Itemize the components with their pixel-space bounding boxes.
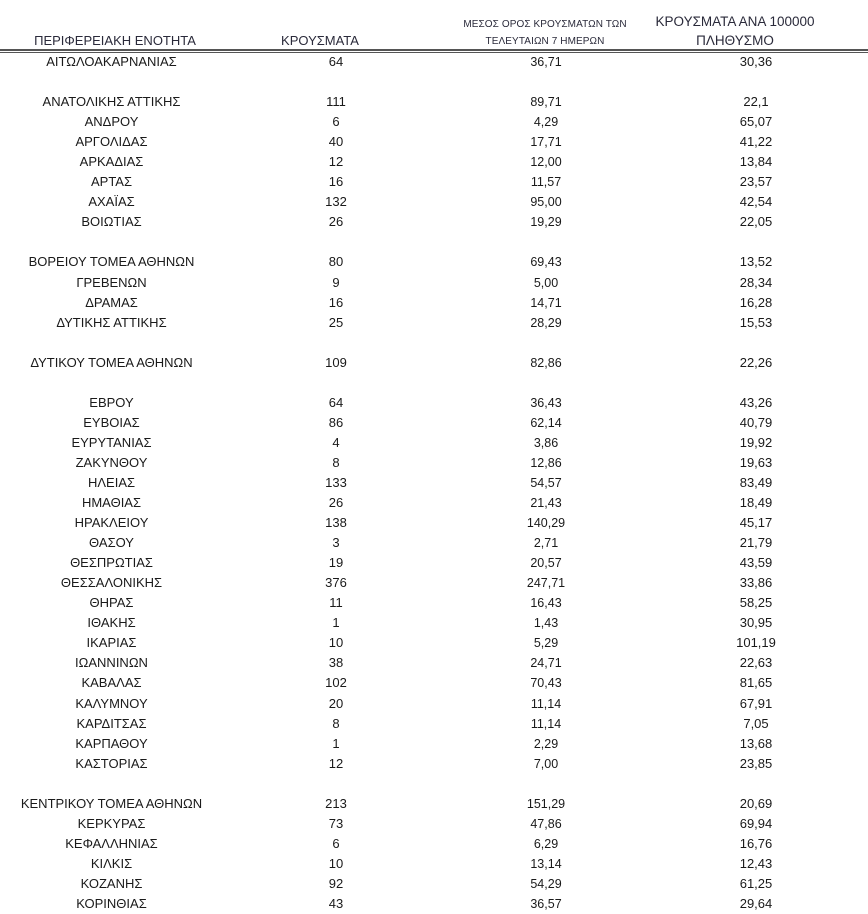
table-header <box>0 0 868 50</box>
table-row <box>0 513 868 533</box>
cases-per-100000-cell: 83,49 <box>739 474 773 490</box>
cases-per-100000-cell: 42,54 <box>739 194 773 210</box>
table-row-blank <box>0 373 868 393</box>
cases-per-100000-cell: 22,1 <box>743 94 769 110</box>
cases-cell: 4 <box>332 434 340 450</box>
region-name-cell: ΑΡΚΑΔΙΑΣ <box>79 154 144 170</box>
avg-7day-cell: 36,71 <box>530 55 562 69</box>
avg-7day-cell: 7,00 <box>533 756 559 771</box>
cases-cell: 64 <box>328 54 344 69</box>
cases-per-100000-cell: 28,34 <box>739 274 773 290</box>
cases-cell: 26 <box>328 214 344 230</box>
avg-7day-cell: 36,43 <box>530 395 562 410</box>
cases-cell: 10 <box>328 855 344 871</box>
cases-per-100000-cell: 45,17 <box>739 515 773 531</box>
region-name-cell: ΑΡΤΑΣ <box>90 174 133 190</box>
cases-cell: 26 <box>328 495 344 511</box>
table-row <box>0 132 868 152</box>
avg-7day-cell: 14,71 <box>530 295 562 310</box>
avg-7day-cell: 16,43 <box>530 596 562 611</box>
column-header-7day-average-line1: ΜΕΣΟΣ ΟΡΟΣ ΚΡΟΥΣΜΑΤΩΝ ΤΩΝ <box>463 19 627 30</box>
cases-per-100000-cell: 13,52 <box>739 254 773 270</box>
avg-7day-cell: 12,86 <box>530 455 562 470</box>
table-row <box>0 794 868 814</box>
avg-7day-cell: 20,57 <box>530 556 562 571</box>
cases-per-100000-cell: 23,85 <box>739 755 773 771</box>
region-name-cell: ΑΝΔΡΟΥ <box>84 114 139 130</box>
cases-cell: 1 <box>332 735 340 751</box>
region-name-cell: ΑΧΑΪΑΣ <box>88 194 135 210</box>
avg-7day-cell: 11,57 <box>530 175 562 190</box>
cases-per-100000-cell: 13,68 <box>739 735 773 751</box>
cases-cell: 40 <box>328 134 344 150</box>
table-row <box>0 453 868 473</box>
region-name-cell: ΑΙΤΩΛΟΑΚΑΡΝΑΝΙΑΣ <box>46 54 177 69</box>
cases-per-100000-cell: 81,65 <box>739 675 773 691</box>
table-row <box>0 273 868 293</box>
cases-cell: 12 <box>328 755 344 771</box>
table-row <box>0 593 868 613</box>
region-name-cell: ΙΚΑΡΙΑΣ <box>86 635 137 651</box>
table-row <box>0 613 868 633</box>
region-name-cell: ΕΥΡΥΤΑΝΙΑΣ <box>71 434 152 450</box>
avg-7day-cell: 82,86 <box>530 355 562 370</box>
avg-7day-cell: 140,29 <box>526 516 566 531</box>
avg-7day-cell: 17,71 <box>530 135 562 150</box>
avg-7day-cell: 5,00 <box>533 275 559 290</box>
table-row <box>0 814 868 834</box>
cases-per-100000-cell: 69,94 <box>739 815 773 831</box>
avg-7day-cell: 11,14 <box>530 716 562 731</box>
avg-7day-cell: 6,29 <box>533 836 559 851</box>
table-row <box>0 473 868 493</box>
cases-cell: 133 <box>325 474 347 490</box>
cases-cell: 213 <box>325 795 347 811</box>
avg-7day-cell: 36,57 <box>530 896 562 911</box>
avg-7day-cell: 151,29 <box>526 796 566 811</box>
table-row <box>0 874 868 894</box>
cases-per-100000-cell: 29,64 <box>739 895 773 911</box>
region-name-cell: ΔΥΤΙΚΗΣ ΑΤΤΙΚΗΣ <box>56 314 167 330</box>
region-name-cell: ΚΑΛΥΜΝΟΥ <box>75 695 148 711</box>
cases-cell: 43 <box>328 895 344 911</box>
cases-cell: 111 <box>326 94 346 110</box>
region-name-cell: ΙΘΑΚΗΣ <box>87 615 136 631</box>
table-row <box>0 653 868 673</box>
column-header-cases-per-100000-line2: ΠΛΗΘΥΣΜΟ <box>696 33 774 48</box>
cases-cell: 64 <box>328 394 344 410</box>
region-name-cell: ΒΟΙΩΤΙΑΣ <box>81 214 142 230</box>
cases-per-100000-cell: 40,79 <box>739 414 773 430</box>
cases-per-100000-cell: 13,84 <box>739 154 773 170</box>
table-row <box>0 192 868 212</box>
region-name-cell: ΔΡΑΜΑΣ <box>85 294 138 310</box>
table-row <box>0 172 868 192</box>
cases-per-100000-cell: 41,22 <box>739 134 773 150</box>
avg-7day-cell: 21,43 <box>530 496 562 511</box>
region-name-cell: ΚΑΣΤΟΡΙΑΣ <box>75 755 148 771</box>
cases-cell: 6 <box>332 114 340 130</box>
table-row <box>0 754 868 774</box>
table-row-blank <box>0 333 868 353</box>
table-row-blank <box>0 232 868 252</box>
region-name-cell: ΚΑΒΑΛΑΣ <box>81 675 142 691</box>
region-name-cell: ΚΙΛΚΙΣ <box>90 855 133 871</box>
avg-7day-cell: 247,71 <box>526 576 566 591</box>
region-name-cell: ΓΡΕΒΕΝΩΝ <box>76 274 147 290</box>
table-row <box>0 152 868 172</box>
avg-7day-cell: 1,43 <box>533 616 559 631</box>
table-row <box>0 894 868 914</box>
table-row <box>0 313 868 333</box>
cases-per-100000-cell: 15,53 <box>739 314 773 330</box>
cases-per-100000-cell: 30,95 <box>739 615 773 631</box>
table-row <box>0 52 868 72</box>
cases-per-100000-cell: 19,92 <box>739 434 773 450</box>
region-name-cell: ΚΕΡΚΥΡΑΣ <box>77 815 146 831</box>
cases-per-100000-cell: 58,25 <box>739 595 773 611</box>
table-row <box>0 553 868 573</box>
cases-cell: 6 <box>332 835 340 851</box>
cases-per-100000-cell: 20,69 <box>739 795 773 811</box>
table-row <box>0 92 868 112</box>
region-name-cell: ΙΩΑΝΝΙΝΩΝ <box>75 655 148 671</box>
table-row <box>0 413 868 433</box>
region-name-cell: ΘΑΣΟΥ <box>89 535 134 551</box>
column-header-cases-per-100000 <box>625 12 845 50</box>
cases-cell: 16 <box>328 174 344 190</box>
avg-7day-cell: 4,29 <box>533 115 559 130</box>
cases-per-100000-cell: 19,63 <box>739 454 773 470</box>
table-row <box>0 834 868 854</box>
cases-cell: 9 <box>332 274 340 290</box>
table-row <box>0 854 868 874</box>
cases-cell: 86 <box>328 414 344 430</box>
cases-cell: 8 <box>332 715 340 731</box>
cases-per-100000-cell: 18,49 <box>739 495 773 511</box>
cases-per-100000-cell: 23,57 <box>739 174 773 190</box>
table-row <box>0 694 868 714</box>
cases-cell: 80 <box>328 254 344 270</box>
region-name-cell: ΒΟΡΕΙΟΥ ΤΟΜΕΑ ΑΘΗΝΩΝ <box>28 254 195 270</box>
avg-7day-cell: 47,86 <box>530 816 562 831</box>
region-name-cell: ΚΑΡΠΑΘΟΥ <box>75 735 148 751</box>
region-name-cell: ΚΕΝΤΡΙΚΟΥ ΤΟΜΕΑ ΑΘΗΝΩΝ <box>20 795 203 811</box>
cases-per-100000-cell: 101,19 <box>736 635 776 651</box>
table-row <box>0 673 868 693</box>
cases-per-100000-cell: 30,36 <box>739 54 773 69</box>
table-row <box>0 714 868 734</box>
column-header-7day-average-line2: ΤΕΛΕΥΤΑΙΩΝ 7 ΗΜΕΡΩΝ <box>485 36 605 47</box>
region-name-cell: ΕΒΡΟΥ <box>89 394 134 410</box>
cases-cell: 102 <box>325 675 347 691</box>
region-name-cell: ΘΕΣΣΑΛΟΝΙΚΗΣ <box>60 575 163 591</box>
table-row <box>0 433 868 453</box>
avg-7day-cell: 54,29 <box>530 876 562 891</box>
cases-cell: 20 <box>328 695 344 711</box>
cases-per-100000-cell: 65,07 <box>739 114 773 130</box>
avg-7day-cell: 69,43 <box>530 255 562 270</box>
table-row-blank <box>0 774 868 794</box>
table-row <box>0 734 868 754</box>
region-name-cell: ΘΗΡΑΣ <box>89 595 134 611</box>
cases-cell: 132 <box>325 194 347 210</box>
avg-7day-cell: 24,71 <box>530 656 562 671</box>
table-row <box>0 252 868 272</box>
table-body <box>0 52 868 914</box>
avg-7day-cell: 95,00 <box>530 195 562 210</box>
cases-cell: 92 <box>328 875 344 891</box>
table-row <box>0 573 868 593</box>
table-row <box>0 212 868 232</box>
region-name-cell: ΔΥΤΙΚΟΥ ΤΟΜΕΑ ΑΘΗΝΩΝ <box>30 354 193 370</box>
table-row <box>0 533 868 553</box>
column-header-region: ΠΕΡΙΦΕΡΕΙΑΚΗ ΕΝΟΤΗΤΑ <box>34 33 196 48</box>
table-row <box>0 353 868 373</box>
region-name-cell: ΚΕΦΑΛΛΗΝΙΑΣ <box>65 835 158 851</box>
avg-7day-cell: 89,71 <box>530 95 562 110</box>
table-row <box>0 112 868 132</box>
region-name-cell: ΗΜΑΘΙΑΣ <box>81 495 142 511</box>
avg-7day-cell: 13,14 <box>530 856 562 871</box>
cases-per-100000-cell: 43,26 <box>739 394 773 410</box>
column-header-cases: ΚΡΟΥΣΜΑΤΑ <box>281 33 359 48</box>
region-name-cell: ΕΥΒΟΙΑΣ <box>83 414 140 430</box>
cases-per-100000-cell: 7,05 <box>743 715 769 731</box>
region-name-cell: ΚΑΡΔΙΤΣΑΣ <box>76 715 147 731</box>
cases-per-100000-cell: 33,86 <box>739 575 773 591</box>
cases-per-100000-cell: 22,63 <box>739 655 773 671</box>
table-row <box>0 493 868 513</box>
avg-7day-cell: 28,29 <box>530 315 562 330</box>
cases-cell: 376 <box>325 575 347 591</box>
avg-7day-cell: 3,86 <box>533 435 559 450</box>
cases-cell: 16 <box>328 294 344 310</box>
cases-cell: 10 <box>328 635 344 651</box>
avg-7day-cell: 54,57 <box>530 475 562 490</box>
avg-7day-cell: 19,29 <box>530 215 562 230</box>
cases-per-100000-cell: 43,59 <box>739 555 773 571</box>
cases-per-100000-cell: 21,79 <box>739 535 773 551</box>
column-header-cases-per-100000-line1: ΚΡΟΥΣΜΑΤΑ ΑΝΑ 100000 <box>655 14 815 29</box>
table-row <box>0 393 868 413</box>
avg-7day-cell: 2,71 <box>533 536 559 551</box>
region-name-cell: ΗΛΕΙΑΣ <box>87 474 136 490</box>
cases-per-100000-cell: 22,05 <box>739 214 773 230</box>
region-name-cell: ΘΕΣΠΡΩΤΙΑΣ <box>70 555 153 571</box>
table-row <box>0 633 868 653</box>
cases-cell: 38 <box>328 655 344 671</box>
avg-7day-cell: 12,00 <box>530 155 562 170</box>
cases-cell: 8 <box>332 454 340 470</box>
avg-7day-cell: 62,14 <box>530 415 562 430</box>
avg-7day-cell: 11,14 <box>530 696 562 711</box>
region-name-cell: ΗΡΑΚΛΕΙΟΥ <box>74 515 149 531</box>
avg-7day-cell: 70,43 <box>530 676 562 691</box>
region-name-cell: ΑΡΓΟΛΙΔΑΣ <box>75 134 148 150</box>
cases-per-100000-cell: 67,91 <box>739 695 773 711</box>
cases-per-100000-cell: 16,76 <box>739 835 773 851</box>
cases-cell: 109 <box>325 354 347 370</box>
avg-7day-cell: 5,29 <box>533 636 559 651</box>
region-name-cell: ΖΑΚΥΝΘΟΥ <box>75 454 148 470</box>
cases-per-100000-cell: 12,43 <box>739 855 773 871</box>
region-name-cell: ΑΝΑΤΟΛΙΚΗΣ ΑΤΤΙΚΗΣ <box>42 94 181 110</box>
cases-cell: 12 <box>328 154 344 170</box>
cases-cell: 3 <box>332 535 340 551</box>
table-row-blank <box>0 72 868 92</box>
cases-per-100000-cell: 22,26 <box>739 354 773 370</box>
cases-per-100000-cell: 61,25 <box>739 875 773 891</box>
cases-cell: 11 <box>329 595 343 611</box>
region-name-cell: ΚΟΖΑΝΗΣ <box>80 875 143 891</box>
cases-cell: 73 <box>328 815 344 831</box>
cases-cell: 138 <box>325 515 347 531</box>
region-name-cell: ΚΟΡΙΝΘΙΑΣ <box>76 895 147 911</box>
cases-per-100000-cell: 16,28 <box>739 294 773 310</box>
avg-7day-cell: 2,29 <box>533 736 559 751</box>
cases-cell: 19 <box>328 555 344 571</box>
cases-cell: 1 <box>332 615 340 631</box>
table-row <box>0 293 868 313</box>
cases-cell: 25 <box>328 314 344 330</box>
